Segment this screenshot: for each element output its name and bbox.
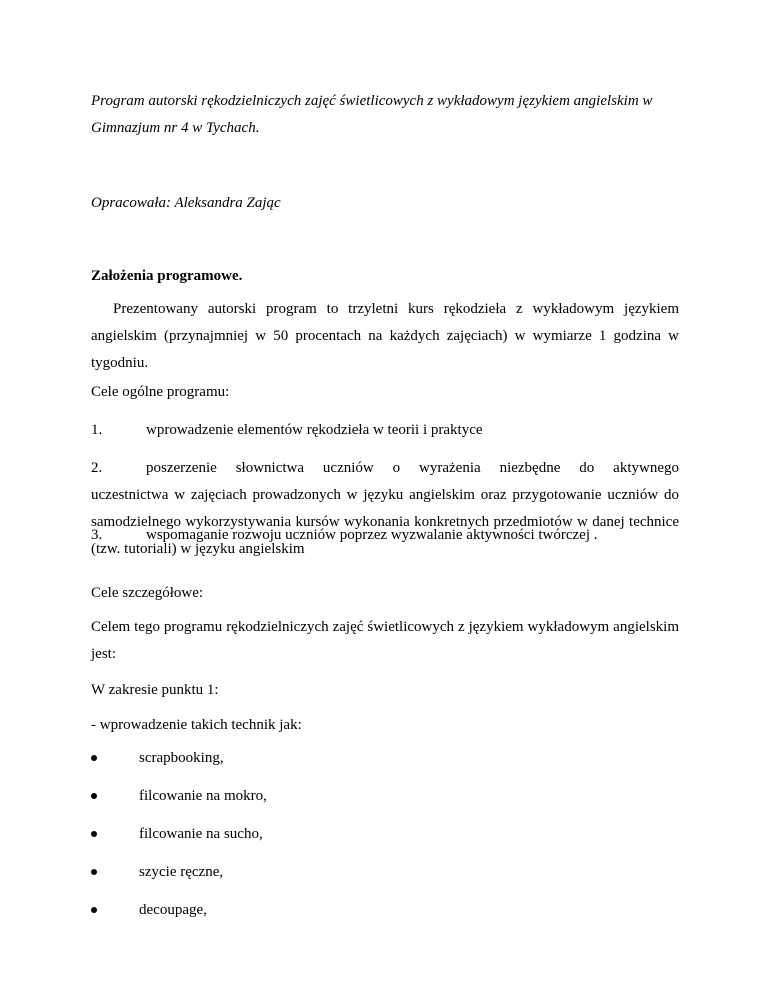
general-goals-heading: Cele ogólne programu: bbox=[91, 384, 230, 400]
intro-paragraph: Prezentowany autorski program to trzyletni kurs rękodzieła z wykładowym językiem angielskim (przynajmniej w 50 procentach na każdych zajęciach) w wymiarze 1 godzina w tygodniu. bbox=[91, 301, 679, 371]
list-item: filcowanie na sucho, bbox=[139, 826, 263, 842]
techniques-intro: - wprowadzenie takich technik jak: bbox=[91, 717, 302, 733]
bullet-icon bbox=[91, 907, 97, 913]
goal-number: 1. bbox=[91, 422, 103, 438]
list-item: scrapbooking, bbox=[139, 750, 224, 766]
bullet-icon bbox=[91, 831, 97, 837]
scope-point: W zakresie punktu 1: bbox=[91, 682, 219, 698]
specific-goals-heading: Cele szczegółowe: bbox=[91, 585, 204, 601]
list-item: filcowanie na mokro, bbox=[139, 788, 267, 804]
bullet-icon bbox=[91, 755, 97, 761]
goal-text: wspomaganie rozwoju uczniów poprzez wyzwalanie aktywności twórczej . bbox=[146, 527, 598, 543]
goal-number: 2. bbox=[91, 460, 103, 476]
list-item: decoupage, bbox=[139, 902, 207, 918]
specific-goals-intro: Celem tego programu rękodzielniczych zajęć świetlicowych z językiem wykładowym angielskim jest: bbox=[91, 619, 679, 662]
list-item: szycie ręczne, bbox=[139, 864, 224, 880]
document-author: Opracowała: Aleksandra Zając bbox=[91, 195, 281, 211]
goal-text: poszerzenie słownictwa uczniów o wyrażenia niezbędne do aktywnego bbox=[146, 460, 679, 476]
goal-number: 3. bbox=[91, 527, 103, 543]
section-heading: Założenia programowe. bbox=[91, 268, 243, 284]
bullet-icon bbox=[91, 869, 97, 875]
goal-text: wprowadzenie elementów rękodzieła w teorii i praktyce bbox=[146, 422, 483, 438]
document-title: Program autorski rękodzielniczych zajęć świetlicowych z wykładowym językiem angielskim w Gimnazjum nr 4 w Tychach. bbox=[91, 93, 653, 136]
bullet-icon bbox=[91, 793, 97, 799]
goal-text-continued: uczestnictwa w zajęciach prowadzonych w języku angielskim oraz przygotowanie uczniów do samodzielnego wykorzystywania kursów wykonania konkretnych przedmiotów w danej technice (tzw. tutoriali) w języku angielskim bbox=[91, 487, 679, 557]
